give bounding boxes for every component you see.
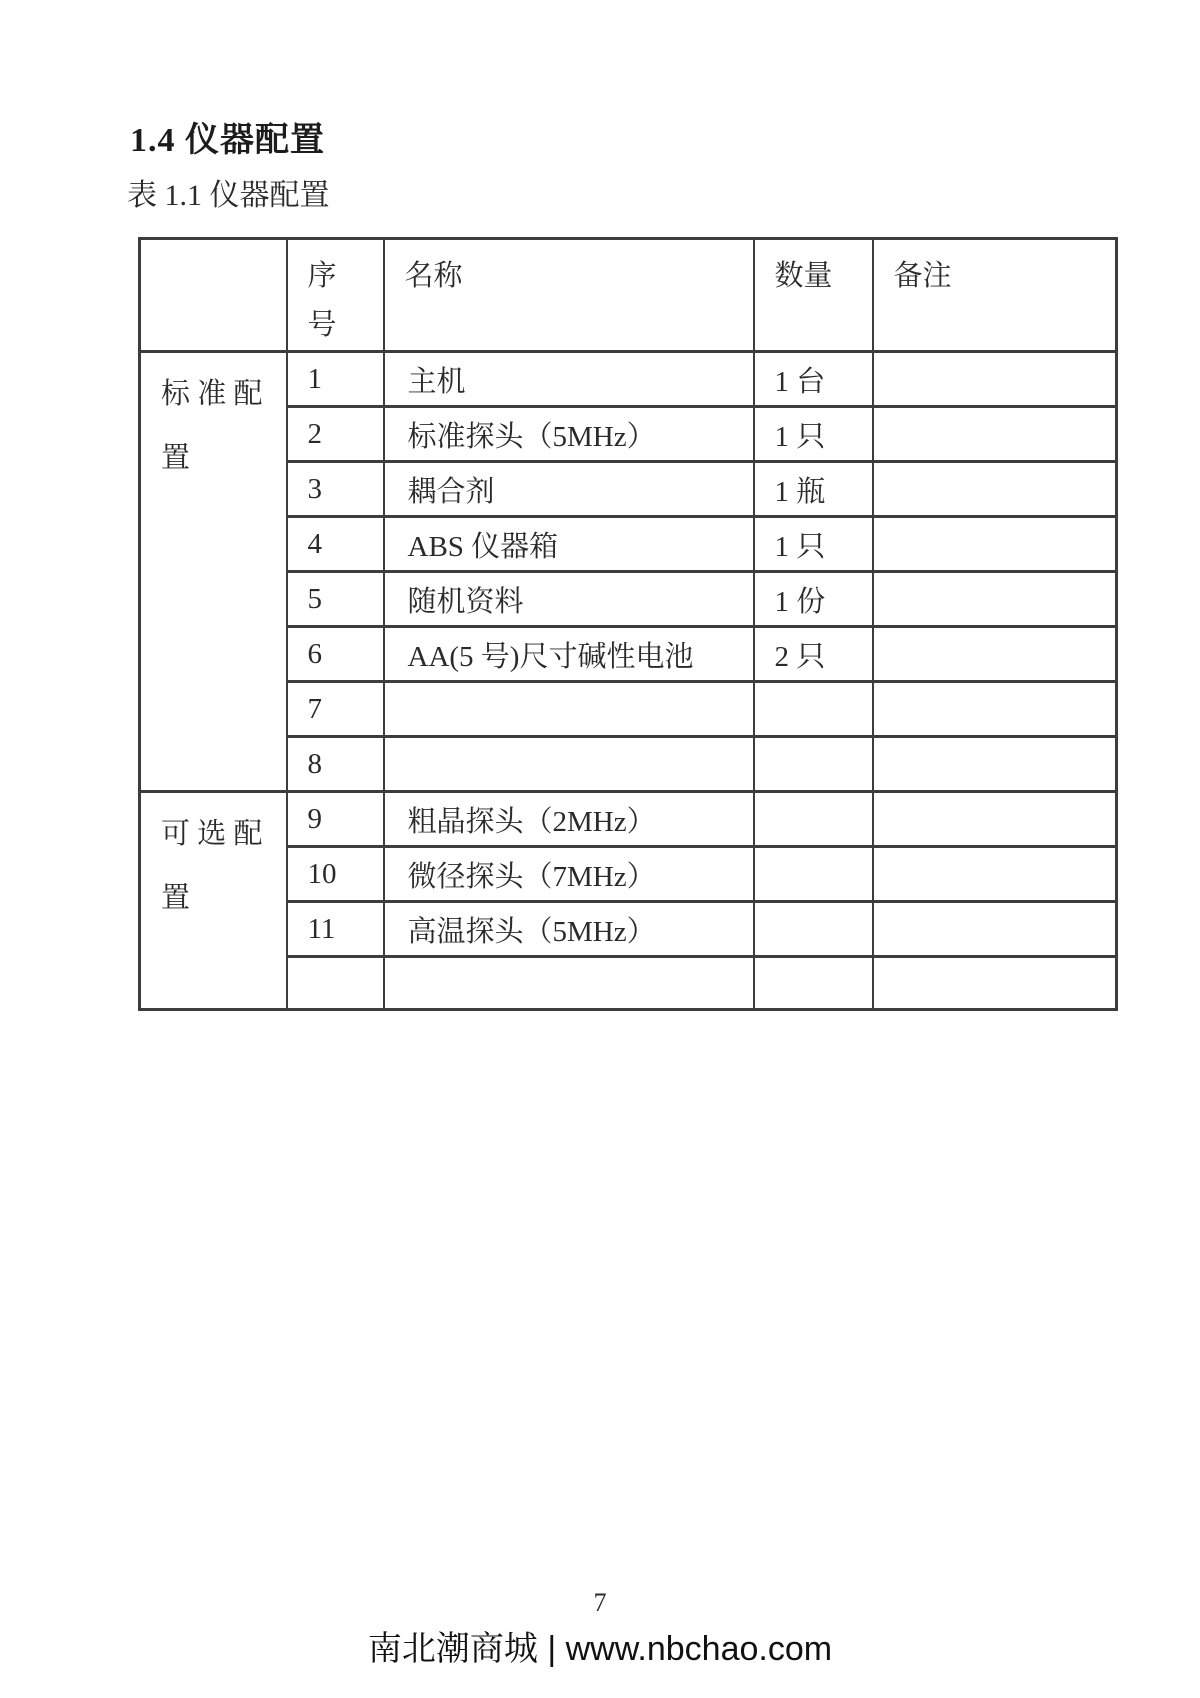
table-row <box>140 737 1117 792</box>
table-row <box>140 957 1117 1010</box>
footer-site-name: 南北潮商城 | www.nbchao.com <box>367 1630 833 1668</box>
header-no-cell <box>287 239 384 352</box>
no-cell: 3 <box>287 462 384 517</box>
note-cell <box>873 792 1117 847</box>
name-cell: 标准探头（5MHz） <box>384 407 754 462</box>
group-standard-line2: 置 <box>161 442 191 474</box>
no-cell: 7 <box>287 682 384 737</box>
table-row <box>140 407 1117 462</box>
table-row <box>140 902 1117 957</box>
table-caption: 表 1.1 仪器配置 <box>127 179 330 212</box>
qty-cell <box>754 957 873 1010</box>
table-row <box>140 462 1117 517</box>
note-cell <box>873 352 1117 407</box>
note-cell <box>873 847 1117 902</box>
table-row <box>140 352 1117 407</box>
no-cell: 11 <box>287 902 384 957</box>
page-number: 7 <box>593 1588 607 1617</box>
qty-cell <box>754 737 873 792</box>
name-cell: ABS 仪器箱 <box>384 517 754 572</box>
note-cell <box>873 957 1117 1010</box>
table-row <box>140 517 1117 572</box>
no-cell: 5 <box>287 572 384 627</box>
no-cell: 1 <box>287 352 384 407</box>
name-cell: 粗晶探头（2MHz） <box>384 792 754 847</box>
name-cell: 高温探头（5MHz） <box>384 902 754 957</box>
no-cell <box>287 957 384 1010</box>
qty-cell: 1 瓶 <box>754 462 873 517</box>
note-cell <box>873 407 1117 462</box>
qty-cell <box>754 792 873 847</box>
note-cell <box>873 627 1117 682</box>
name-cell: 微径探头（7MHz） <box>384 847 754 902</box>
group-optional-line1: 可 选 配 <box>161 818 263 850</box>
note-cell <box>873 572 1117 627</box>
no-cell: 9 <box>287 792 384 847</box>
table-row <box>140 682 1117 737</box>
header-group-cell <box>140 239 287 352</box>
note-cell <box>873 902 1117 957</box>
name-cell <box>384 682 754 737</box>
name-cell: 随机资料 <box>384 572 754 627</box>
no-cell: 6 <box>287 627 384 682</box>
header-qty-cell: 数量 <box>754 239 873 352</box>
header-no-line2: 号 <box>307 309 337 341</box>
header-no-line1: 序 <box>307 260 337 292</box>
name-cell <box>384 737 754 792</box>
name-cell: AA(5 号)尺寸碱性电池 <box>384 627 754 682</box>
qty-cell: 1 只 <box>754 517 873 572</box>
qty-cell: 2 只 <box>754 627 873 682</box>
name-cell <box>384 957 754 1010</box>
note-cell <box>873 462 1117 517</box>
note-cell <box>873 682 1117 737</box>
table-header-row <box>140 239 1117 352</box>
no-cell: 8 <box>287 737 384 792</box>
note-cell <box>873 517 1117 572</box>
table-row <box>140 627 1117 682</box>
qty-cell: 1 只 <box>754 407 873 462</box>
table-row <box>140 572 1117 627</box>
header-name-cell: 名称 <box>384 239 754 352</box>
qty-cell <box>754 902 873 957</box>
group-standard-line1: 标 准 配 <box>161 378 263 410</box>
qty-cell: 1 份 <box>754 572 873 627</box>
table-row <box>140 847 1117 902</box>
header-note-cell: 备注 <box>873 239 1117 352</box>
section-heading: 1.4 仪器配置 <box>130 122 325 159</box>
name-cell: 主机 <box>384 352 754 407</box>
note-cell <box>873 737 1117 792</box>
qty-cell: 1 台 <box>754 352 873 407</box>
qty-cell <box>754 847 873 902</box>
group-optional-line2: 置 <box>161 882 191 914</box>
group-cell-optional <box>140 792 287 1010</box>
no-cell: 10 <box>287 847 384 902</box>
config-table <box>138 237 1118 1011</box>
qty-cell <box>754 682 873 737</box>
table-row <box>140 792 1117 847</box>
name-cell: 耦合剂 <box>384 462 754 517</box>
group-cell-standard <box>140 352 287 792</box>
no-cell: 4 <box>287 517 384 572</box>
no-cell: 2 <box>287 407 384 462</box>
